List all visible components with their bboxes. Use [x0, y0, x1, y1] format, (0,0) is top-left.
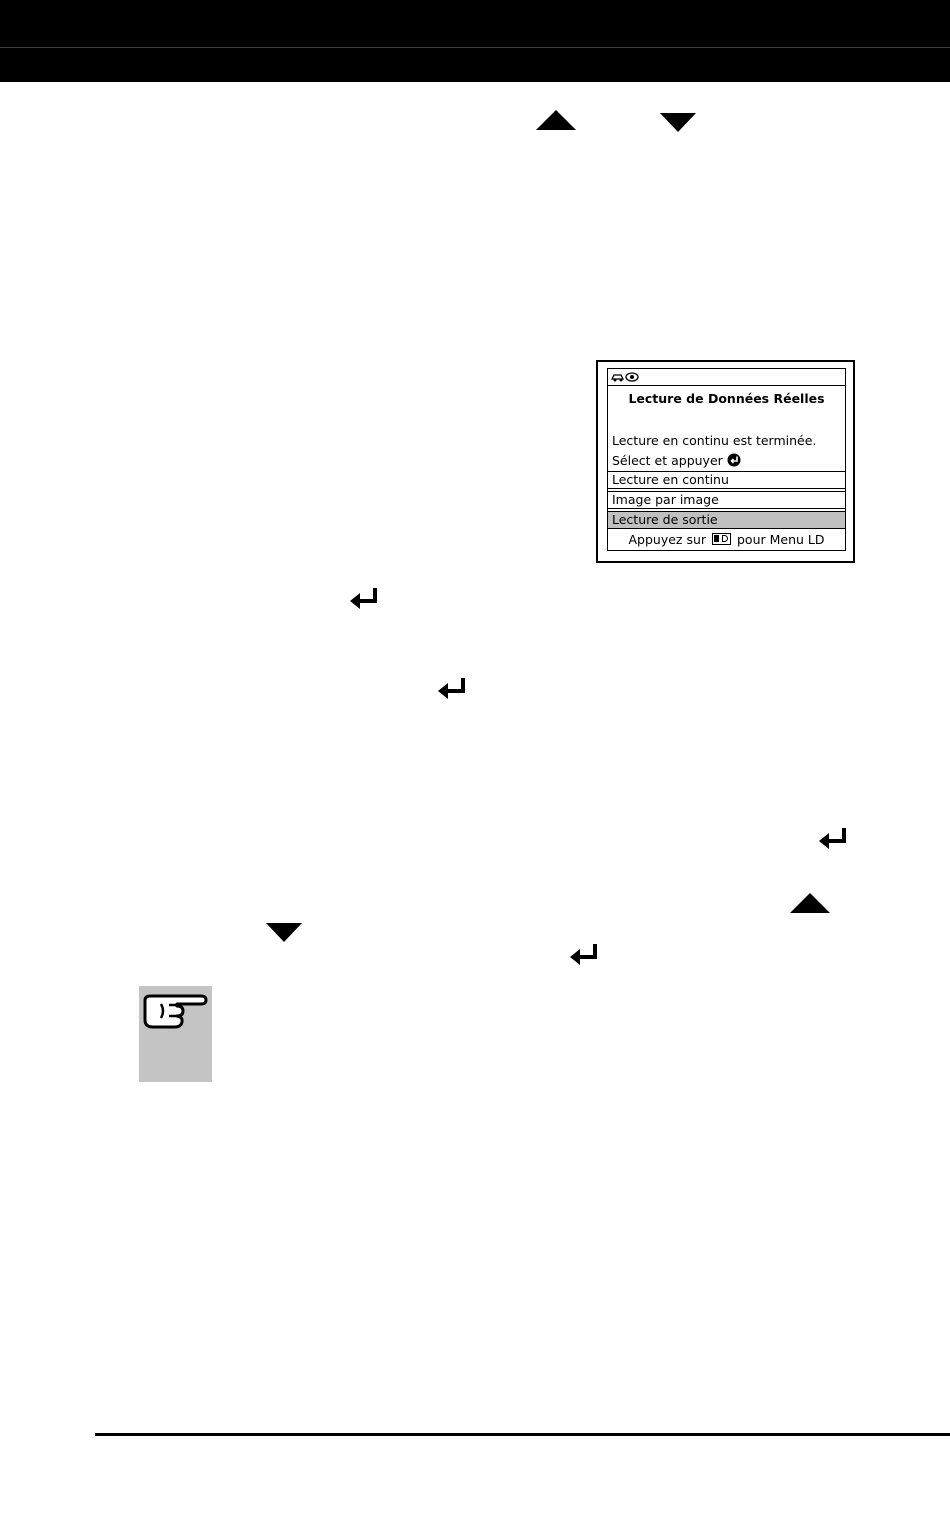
enter-key-icon — [436, 676, 470, 702]
lcd-instruction — [608, 452, 845, 469]
pointing-hand-note-icon — [139, 986, 212, 1082]
pointing-hand-icon — [139, 986, 212, 1034]
lcd-instruction-text: Sélect et appuyer — [612, 453, 723, 468]
lcd-message: Lecture en continu est terminée. — [612, 433, 817, 448]
lcd-footer-prefix: Appuyez sur — [628, 532, 707, 547]
lcd-option-frame-by-frame[interactable]: Image par image — [608, 491, 845, 509]
lcd-title: Lecture de Données Réelles — [628, 391, 825, 406]
lcd-screen — [607, 368, 846, 551]
lcd-option-continuous[interactable]: Lecture en continu — [608, 471, 845, 489]
up-arrow-icon — [536, 110, 576, 130]
lcd-footer-suffix: pour Menu LD — [737, 532, 825, 547]
header-divider — [0, 47, 950, 48]
down-arrow-icon — [660, 113, 696, 132]
enter-key-icon — [817, 826, 851, 852]
down-arrow-icon — [266, 923, 302, 942]
page-header-band — [0, 0, 950, 82]
enter-key-icon — [348, 586, 382, 612]
up-arrow-icon — [790, 893, 830, 913]
lcd-status-bar — [608, 369, 845, 386]
enter-circle-icon — [727, 453, 741, 467]
footer-divider — [95, 1433, 950, 1436]
eye-icon — [625, 372, 639, 382]
ld-key-icon — [712, 533, 731, 545]
enter-key-icon — [568, 942, 602, 968]
lcd-footer — [608, 531, 845, 548]
lcd-option-exit[interactable]: Lecture de sortie — [608, 511, 845, 529]
